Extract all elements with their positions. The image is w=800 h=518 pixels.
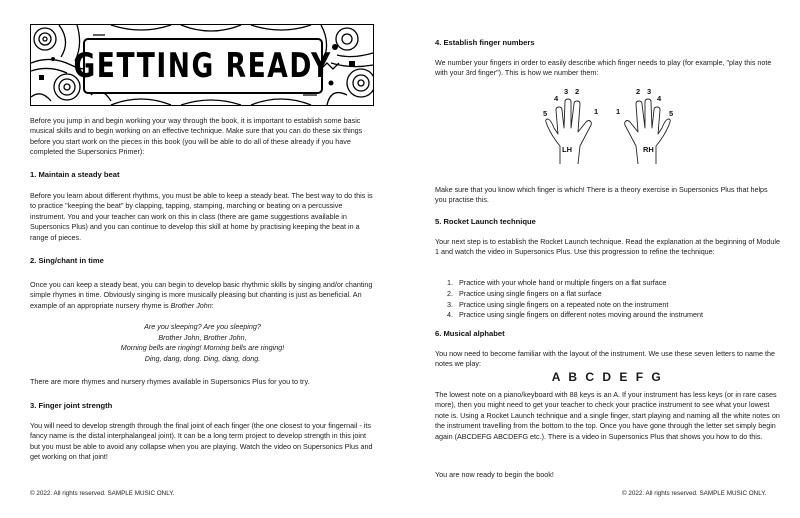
- title-box: [73, 38, 333, 94]
- title-banner: [30, 24, 374, 106]
- copyright-footer: © 2022. All rights reserved. SAMPLE MUSIC ONLY.: [30, 490, 175, 497]
- section-body-steady-beat: Before you learn about different rhythms, you must be able to keep a steady beat. The best way to do this is to practice "keeping the beat" by clapping, tapping, stamping, marching or beating on a percussive instrument. You and your teacher can work on this in class (there are game suggestions available in Supersonics Plus) and you can continue to develop this skill at home by practising keeping the beat in a range of pieces.: [30, 191, 373, 242]
- rhyme-title: Brother John: [170, 300, 212, 310]
- rocket-launch-steps: [447, 278, 777, 321]
- list-item: 1. Practice with your whole hand or multiple fingers on a flat surface: [447, 278, 667, 287]
- page-title: GETTING READY: [73, 46, 333, 86]
- rh-finger-4: 4: [657, 94, 662, 103]
- rh-finger-2: 2: [636, 87, 641, 96]
- intro-paragraph: Before you jump in and begin working your way through the book, it is important to establish some basic musical skills and to begin working on an effective technique. Make sure that you can do these six things before you start work on the pieces in this book (you will be able to do all of these already if you have completed the Supersonics Primer):: [30, 116, 363, 157]
- lh-finger-2: 2: [575, 87, 580, 96]
- rhyme-line: Are you sleeping? Are you sleeping?: [144, 322, 261, 331]
- lh-finger-4: 4: [554, 94, 559, 103]
- rh-finger-5: 5: [669, 109, 674, 118]
- lh-finger-5: 5: [543, 109, 548, 118]
- left-hand-label: LH: [562, 145, 572, 154]
- nursery-rhyme: [30, 322, 375, 364]
- right-hand-label: RH: [643, 145, 654, 154]
- section-body-rocket-launch: Your next step is to establish the Rocket Launch technique. Read the explanation at the beginning of Module 1 and watch the video in Supersonics Plus. Use this progression to refine the technique:: [435, 237, 780, 257]
- finger-numbers-note: Make sure that you know which finger is which! There is a theory exercise in Supersonics Plus that helps you practise this.: [435, 185, 768, 205]
- rhymes-note: There are more rhymes and nursery rhymes available in Supersonics Plus for you to try.: [30, 377, 310, 386]
- hand-finger-diagram: [538, 86, 678, 166]
- musical-alphabet-letters: A B C D E F G: [551, 370, 664, 384]
- section-heading-musical-alphabet: 6. Musical alphabet: [435, 329, 505, 338]
- list-item: 4. Practice using single fingers on different notes moving around the instrument: [447, 310, 703, 320]
- musical-alphabet-details: The lowest note on a piano/keyboard with 88 keys is an A. If your instrument has less keys (or in rare cases more), then you might need to get your teacher to check your practice instrument to see what your lowest note is. Using a Rocket Launch technique and a single finger, start playing and naming all the white notes on the instrument travelling from the bottom to the top. Once you have gone through the letter set simply begin again (ABCDEFG ABCDEFG etc.). There is a video in Supersonics Plus that shows you how to do this.: [435, 390, 780, 441]
- section-heading-finger-numbers: 4. Establish finger numbers: [435, 38, 535, 47]
- rhyme-line: Brother John, Brother John,: [158, 332, 247, 342]
- right-page: [400, 0, 800, 518]
- section-body-sing-chant: [30, 280, 375, 311]
- section-body-finger-joint: You will need to develop strength through the final joint of each finger (the one closest to your fingernail - its fancy name is the distal interphalangeal joint). It can be a long term project to develop strength in this joint but you must be able to avoid any collapse when you are playing. Watch the video on Supersonics Plus and get working on that joint!: [30, 421, 373, 462]
- lh-finger-3: 3: [564, 87, 569, 96]
- closing-line: You are now ready to begin the book!: [435, 470, 554, 479]
- section-body-musical-alphabet: You now need to become familiar with the layout of the instrument. We use these seven letters to name the notes we play:: [435, 349, 776, 369]
- list-item: 2. Practice using single fingers on a flat surface: [447, 288, 602, 298]
- rh-finger-1: 1: [616, 107, 621, 116]
- lh-finger-1: 1: [594, 107, 599, 116]
- section-body-finger-numbers: We number your fingers in order to easily describe which finger needs to play (for example, "play this note with your 3rd finger"). This is how we number them:: [435, 58, 772, 78]
- section-heading-finger-joint: 3. Finger joint strength: [30, 401, 113, 410]
- section-heading-steady-beat: 1. Maintain a steady beat: [30, 170, 120, 179]
- rhyme-line: Ding, dang, dong. Ding, dang, dong.: [144, 353, 261, 363]
- sing-chant-body-text: Once you can keep a steady beat, you can begin to develop basic rhythmic skills by singing and/or chanting simple rhymes in time. Obviously singing is more musically pleasing but chanting is just as beneficial. An example of an appropriate nursery rhyme is: [30, 280, 373, 310]
- rhyme-line: Morning bells are ringing! Morning bells are ringing!: [120, 343, 285, 353]
- right-hand-outline: [625, 99, 674, 164]
- left-hand-outline: [546, 99, 592, 164]
- list-item: 3. Practice using single fingers on a repeated note on the instrument: [447, 299, 669, 309]
- rh-finger-3: 3: [647, 87, 652, 96]
- copyright-footer: © 2022. All rights reserved. SAMPLE MUSIC ONLY.: [622, 490, 767, 497]
- sing-chant-body-end: :: [211, 300, 214, 310]
- section-heading-sing-chant: 2. Sing/chant in time: [30, 256, 104, 265]
- section-heading-rocket-launch: 5. Rocket Launch technique: [435, 217, 536, 226]
